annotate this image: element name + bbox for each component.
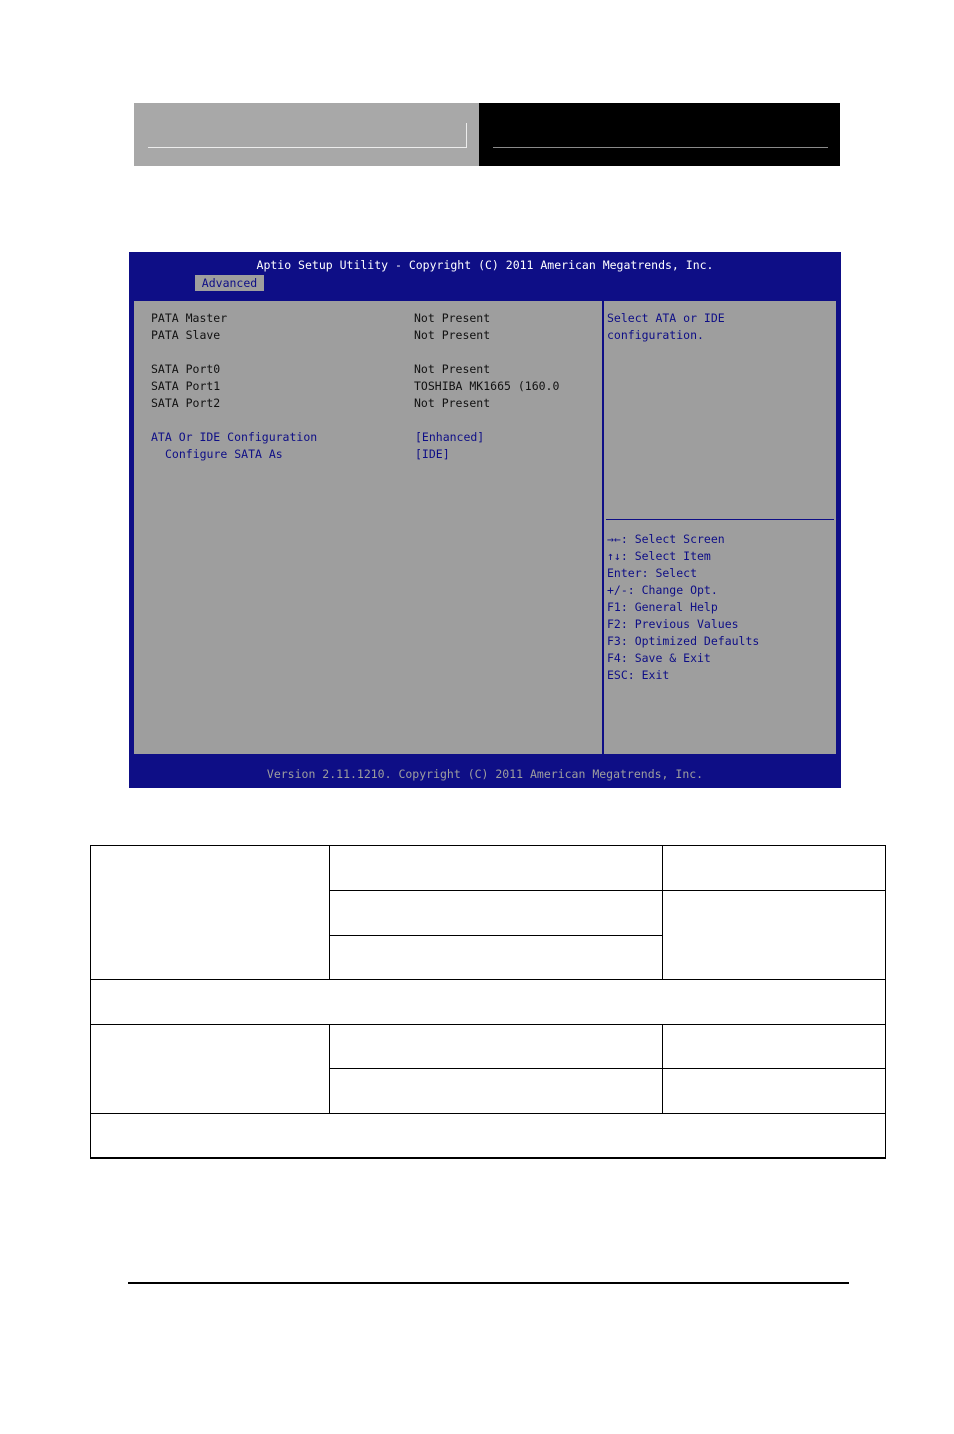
row-label-pata-slave: PATA Slave xyxy=(151,328,221,342)
document-header-right xyxy=(479,103,840,166)
table-cell-default-3 xyxy=(662,1024,886,1069)
row-value-pata-slave: Not Present xyxy=(414,328,491,342)
option-configure-sata-value[interactable]: [IDE] xyxy=(415,447,450,461)
tab-advanced[interactable]: Advanced xyxy=(195,275,264,291)
help-text-line-1: Select ATA or IDE xyxy=(607,311,725,325)
row-value-sata-port1: TOSHIBA MK1665 (160.0 xyxy=(414,379,560,393)
document-header-left xyxy=(134,103,479,166)
table-cell-default-4 xyxy=(662,1068,886,1114)
bios-title: Aptio Setup Utility - Copyright (C) 2011 American Megatrends, Inc. xyxy=(256,258,714,272)
key-hint-select-screen: →←: Select Screen xyxy=(607,532,725,546)
key-hint-enter: Enter: Select xyxy=(607,566,698,580)
row-value-pata-master: Not Present xyxy=(414,311,491,325)
table-cell-choice-4 xyxy=(329,1024,663,1069)
key-hint-change-opt: +/-: Change Opt. xyxy=(607,583,718,597)
row-value-sata-port2: Not Present xyxy=(414,396,491,410)
header-left-rule xyxy=(148,147,467,148)
option-ata-or-ide-configuration[interactable]: ATA Or IDE Configuration xyxy=(151,430,318,444)
page-footer-rule xyxy=(128,1282,849,1284)
header-left-tick xyxy=(466,123,467,148)
key-hint-esc: ESC: Exit xyxy=(607,668,670,682)
key-hint-f2: F2: Previous Values xyxy=(607,617,739,631)
table-cell-choice-3 xyxy=(329,935,663,980)
option-table xyxy=(90,845,886,1159)
table-cell-choice-1 xyxy=(329,845,663,891)
bios-footer: Version 2.11.1210. Copyright (C) 2011 American Megatrends, Inc. xyxy=(266,767,704,781)
key-hint-select-item: ↑↓: Select Item xyxy=(607,549,711,563)
option-configure-sata-as[interactable]: Configure SATA As xyxy=(165,447,283,461)
table-cell-description-2 xyxy=(90,1113,886,1159)
help-separator xyxy=(606,519,834,520)
table-cell-choice-2 xyxy=(329,890,663,936)
row-label-sata-port1: SATA Port1 xyxy=(151,379,221,393)
bios-main-panel xyxy=(132,299,604,756)
table-cell-description-1 xyxy=(90,979,886,1025)
help-text-line-2: configuration. xyxy=(607,328,704,342)
table-cell-option-name-1 xyxy=(90,845,330,980)
key-hint-f4: F4: Save & Exit xyxy=(607,651,711,665)
table-cell-default-2 xyxy=(662,890,886,980)
key-hint-f3: F3: Optimized Defaults xyxy=(607,634,760,648)
bios-screen xyxy=(129,252,841,788)
row-label-sata-port0: SATA Port0 xyxy=(151,362,221,376)
header-right-rule xyxy=(493,147,828,148)
table-cell-option-name-2 xyxy=(90,1024,330,1114)
option-ata-or-ide-value[interactable]: [Enhanced] xyxy=(415,430,485,444)
row-label-sata-port2: SATA Port2 xyxy=(151,396,221,410)
row-label-pata-master: PATA Master xyxy=(151,311,228,325)
row-value-sata-port0: Not Present xyxy=(414,362,491,376)
table-cell-choice-5 xyxy=(329,1068,663,1114)
key-hint-f1: F1: General Help xyxy=(607,600,718,614)
bios-help-panel xyxy=(602,299,838,756)
table-cell-default-1 xyxy=(662,845,886,891)
